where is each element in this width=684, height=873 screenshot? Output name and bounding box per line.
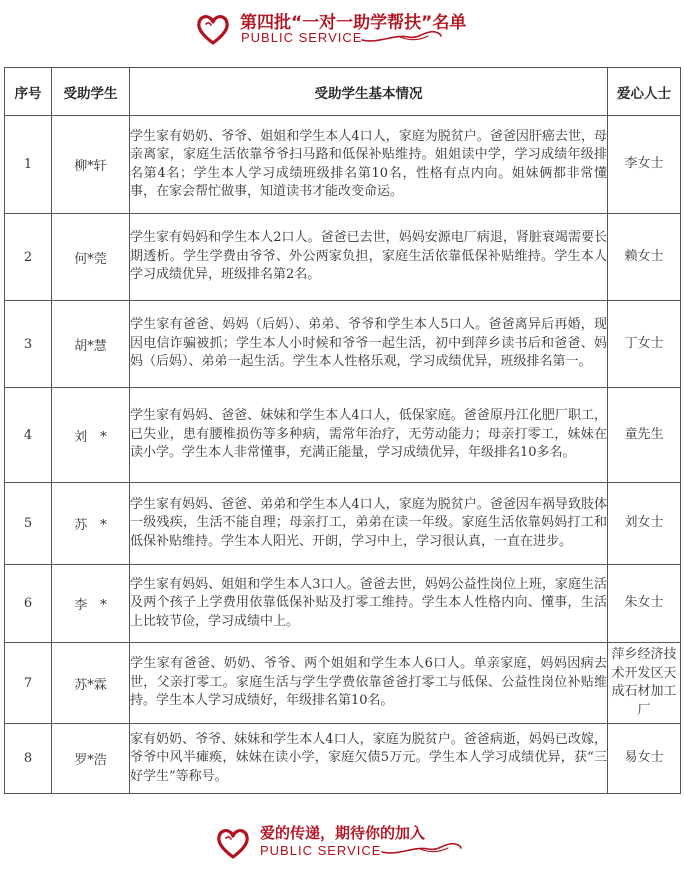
table-row: [5, 724, 681, 794]
student-name: 罗*浩: [52, 724, 130, 794]
row-no: 5: [5, 483, 52, 565]
swash-ornament: [360, 28, 444, 48]
col-header-info: 受助学生基本情况: [130, 68, 608, 116]
student-name: 何*莞: [52, 214, 130, 301]
student-info: 学生家有爸爸、奶奶、爷爷、两个姐姐和学生本人6口人。单亲家庭，妈妈因病去世，父亲打零工。家庭生活与学生学费依靠爸爸打零工与低保、公益性岗位补贴维持。学生本人学习成绩好，年级排名第10名。: [130, 643, 608, 724]
table-row: [5, 116, 681, 214]
table-row: [5, 301, 681, 388]
student-name: 胡*慧: [52, 301, 130, 388]
student-info: 学生家有妈妈、姐姐和学生本人3口人。爸爸去世，妈妈公益性岗位上班，家庭生活及两个孩子上学费用依靠低保补贴及打零工维持。学生本人性格内向、懂事，生活上比较节俭，学习成绩中上。: [130, 565, 608, 643]
footer-slogan: 爱的传递，期待你的加入: [260, 824, 426, 842]
heart-logo-icon: [216, 826, 250, 860]
heart-logo-icon: [196, 12, 230, 46]
student-info: 学生家有奶奶、爷爷、姐姐和学生本人4口人，家庭为脱贫户。爸爸因肝癌去世，母亲离家，家庭生活依靠爷爷扫马路和低保补贴维持。姐姐读中学，学习成绩年级排名第4名；学生本人学习成绩班级排名第10名，性格有点内向。姐妹俩都非常懂事，在家会帮忙做事，知道读书才能改变命运。: [130, 116, 608, 214]
donor-name: 李女士: [608, 116, 681, 214]
col-header-no: 序号: [5, 68, 52, 116]
donor-name: 刘女士: [608, 483, 681, 565]
table-row: [5, 643, 681, 724]
page-footer: [0, 808, 684, 873]
student-name: 苏 *: [52, 483, 130, 565]
student-name: 柳*轩: [52, 116, 130, 214]
donor-name: 赖女士: [608, 214, 681, 301]
student-info: 学生家有爸爸、妈妈（后妈）、弟弟、爷爷和学生本人5口人。爸爸离异后再婚，现因电信诈骗被抓；学生本人小时候和爷爷一起生活，初中到萍乡读书后和爸爸、妈妈（后妈）、弟弟一起生活。学生本人性格乐观，学习成绩优异，班级排名第一。: [130, 301, 608, 388]
aid-list-table: [4, 67, 681, 794]
col-header-donor: 爱心人士: [608, 68, 681, 116]
row-no: 2: [5, 214, 52, 301]
col-header-student: 受助学生: [52, 68, 130, 116]
table-row: [5, 483, 681, 565]
row-no: 7: [5, 643, 52, 724]
donor-name: 丁女士: [608, 301, 681, 388]
student-name: 苏*霖: [52, 643, 130, 724]
donor-name: 易女士: [608, 724, 681, 794]
student-name: 李 *: [52, 565, 130, 643]
donor-name: 萍乡经济技术开发区天成石材加工厂: [608, 643, 681, 724]
table-row: [5, 565, 681, 643]
student-name: 刘 *: [52, 388, 130, 483]
student-info: 家有奶奶、爷爷、妹妹和学生本人4口人，家庭为脱贫户。爸爸病逝，妈妈已改嫁，爷爷中风半瘫痪，妹妹在读小学，家庭欠债5万元。学生本人学习成绩优异，获“三好学生”等称号。: [130, 724, 608, 794]
page-header: [0, 0, 684, 60]
header-subtitle: PUBLIC SERVICE: [241, 30, 363, 45]
student-info: 学生家有妈妈、爸爸、妹妹和学生本人4口人，低保家庭。爸爸原丹江化肥厂职工，已失业，患有腰椎损伤等多种病，需常年治疗，无劳动能力；母亲打零工，妹妹在读小学。学生本人非常懂事，充满正能量，学习成绩优异，年级排名10多名。: [130, 388, 608, 483]
row-no: 3: [5, 301, 52, 388]
swash-ornament: [380, 840, 464, 860]
table-row: [5, 214, 681, 301]
footer-subtitle: PUBLIC SERVICE: [260, 843, 382, 858]
row-no: 6: [5, 565, 52, 643]
donor-name: 朱女士: [608, 565, 681, 643]
donor-name: 童先生: [608, 388, 681, 483]
student-info: 学生家有妈妈和学生本人2口人。爸爸已去世，妈妈安源电厂病退，肾脏衰竭需要长期透析。学生学费由爷爷、外公两家负担，家庭生活依靠低保补贴维持。学生本人学习成绩优异，班级排名第2名。: [130, 214, 608, 301]
row-no: 4: [5, 388, 52, 483]
row-no: 1: [5, 116, 52, 214]
student-info: 学生家有妈妈、爸爸、弟弟和学生本人4口人，家庭为脱贫户。爸爸因车祸导致肢体一级残疾，生活不能自理；母亲打工，弟弟在读一年级。家庭生活依靠妈妈打工和低保补贴维持。学生本人阳光、开朗，学习中上，学习很认真，一直在进步。: [130, 483, 608, 565]
row-no: 8: [5, 724, 52, 794]
table-header-row: [5, 68, 681, 116]
page-title: 第四批“一对一助学帮扶”名单: [240, 13, 467, 33]
table-row: [5, 388, 681, 483]
